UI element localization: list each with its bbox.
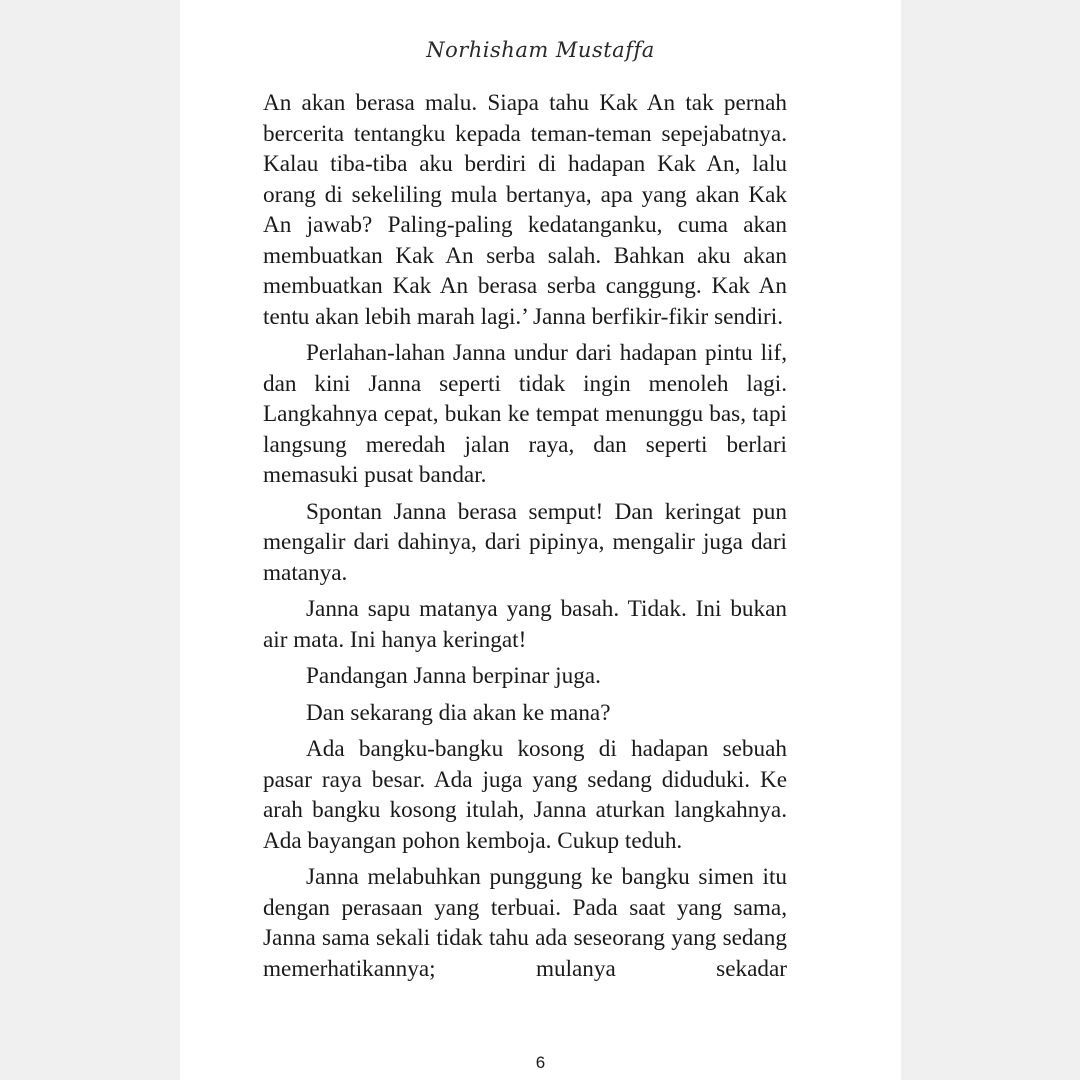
paragraph: Janna sapu matanya yang basah. Tidak. Ini bukan air mata. Ini hanya keringat! bbox=[263, 596, 787, 653]
running-head-author: Norhisham Mustaffa bbox=[426, 38, 655, 62]
page-number: 6 bbox=[535, 1053, 546, 1072]
book-page bbox=[180, 0, 901, 1080]
paragraph: Dan sekarang dia akan ke mana? bbox=[306, 699, 611, 726]
body-text bbox=[263, 88, 787, 990]
paragraph: Janna melabuhkan punggung ke bangku simen itu dengan perasaan yang terbuai. Pada saat yang sama, Janna sama sekali tidak tahu ada seseorang yang sedang memerhatikannya; mulanya sekadar bbox=[263, 864, 787, 982]
paragraph: Spontan Janna berasa semput! Dan keringat pun mengalir dari dahinya, dari pipinya, mengalir juga dari matanya. bbox=[263, 498, 787, 586]
paragraph: Pandangan Janna berpinar juga. bbox=[306, 663, 601, 689]
paragraph: Perlahan-lahan Janna undur dari hadapan pintu lif, dan kini Janna seperti tidak ingin menoleh lagi. Langkahnya cepat, bukan ke tempat menunggu bas, tapi langsung meredah jalan raya, dan seperti berlari memasuki pusat bandar. bbox=[263, 340, 787, 488]
paragraph: An akan berasa malu. Siapa tahu Kak An tak pernah bercerita tentangku kepada teman-teman sepejabatnya. Kalau tiba-tiba aku berdiri di hadapan Kak An, lalu orang di sekeliling mula bertanya, apa yang akan Kak An jawab? Paling-paling kedatanganku, cuma akan membuatkan Kak An serba salah. Bahkan aku akan membuatkan Kak An berasa serba canggung. Kak An tentu akan lebih marah lagi.’ Janna berfikir-fikir sendiri. bbox=[263, 90, 787, 330]
paragraph: Ada bangku-bangku kosong di hadapan sebuah pasar raya besar. Ada juga yang sedang diduduki. Ke arah bangku kosong itulah, Janna aturkan langkahnya. Ada bayangan pohon kemboja. Cukup teduh. bbox=[263, 736, 787, 854]
